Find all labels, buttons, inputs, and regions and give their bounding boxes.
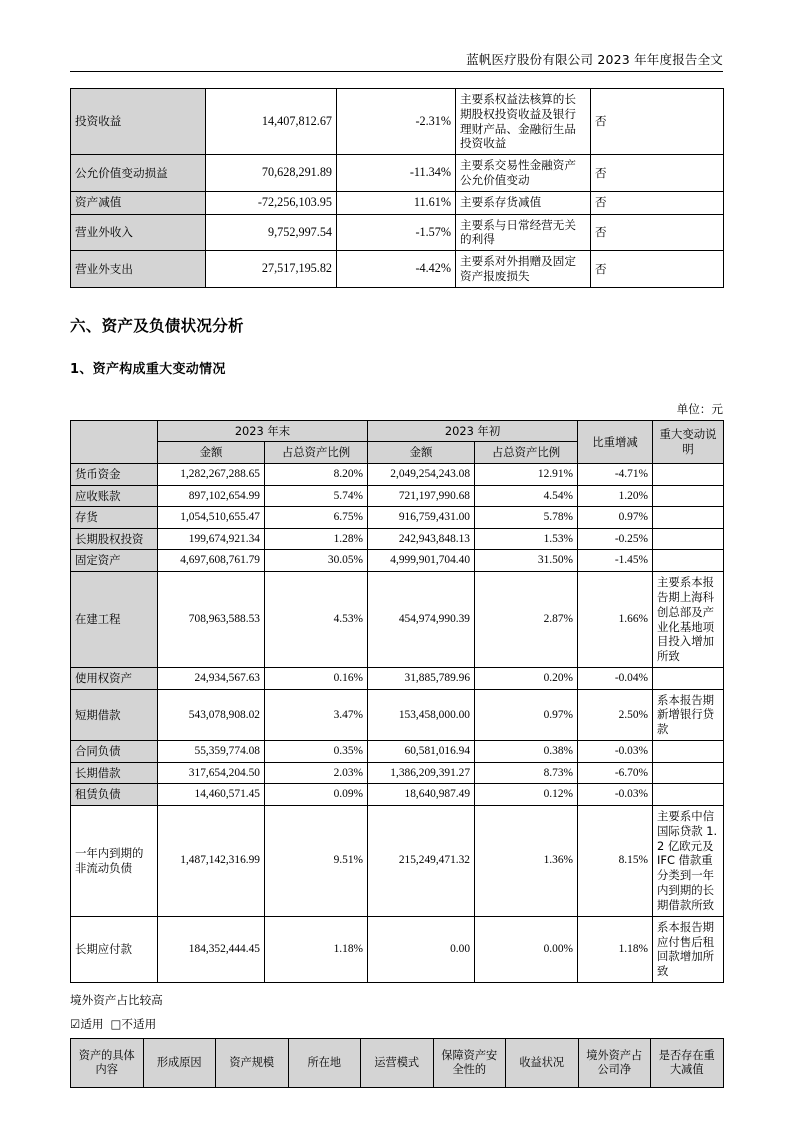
cell-ratio: -1.57% [337, 214, 456, 251]
cell-ratio: -2.31% [337, 89, 456, 155]
cell-amount: 27,517,195.82 [206, 251, 337, 288]
cell-end-amount: 708,963,588.53 [158, 572, 265, 668]
cell-change: -0.03% [578, 784, 653, 806]
cell-start-amount: 31,885,789.96 [368, 668, 475, 690]
cell-end-pct: 3.47% [265, 689, 368, 740]
cell-start-pct: 1.53% [475, 528, 578, 550]
cell-change: -0.25% [578, 528, 653, 550]
cell-start-pct: 1.36% [475, 805, 578, 916]
table-row [71, 464, 724, 486]
cell-end-amount: 24,934,567.63 [158, 668, 265, 690]
cell-ratio: -11.34% [337, 155, 456, 192]
cell-note [653, 741, 724, 763]
cell-start-pct: 0.38% [475, 741, 578, 763]
cell-note [653, 784, 724, 806]
cell-ratio: -4.42% [337, 251, 456, 288]
cell-end-pct: 0.09% [265, 784, 368, 806]
overseas-header-cell: 运营模式 [361, 1038, 434, 1087]
cell-item: 短期借款 [71, 689, 158, 740]
cell-item: 投资收益 [71, 89, 206, 155]
cell-note [653, 550, 724, 572]
cell-start-pct: 31.50% [475, 550, 578, 572]
asset-composition-table [70, 420, 724, 983]
overseas-header-cell: 资产的具体内容 [71, 1038, 144, 1087]
cell-item: 固定资产 [71, 550, 158, 572]
header-start-pct: 占总资产比例 [475, 442, 578, 464]
cell-start-amount: 2,049,254,243.08 [368, 464, 475, 486]
cell-item: 在建工程 [71, 572, 158, 668]
overseas-header-cell: 是否存在重大减值 [651, 1038, 724, 1087]
checkbox-applicable-checked-icon[interactable]: ☑ [70, 1016, 81, 1031]
cell-start-amount: 454,974,990.39 [368, 572, 475, 668]
cell-sustainable: 否 [591, 191, 724, 214]
cell-end-amount: 1,054,510,655.47 [158, 507, 265, 529]
table-row [71, 550, 724, 572]
cell-item: 长期借款 [71, 762, 158, 784]
cell-start-amount: 60,581,016.94 [368, 741, 475, 763]
overseas-assets-table [70, 1038, 724, 1088]
cell-note: 主要系中信国际贷款 1.2 亿欧元及 IFC 借款重分类到一年内到期的长期借款所致 [653, 805, 724, 916]
table-header-row [71, 1038, 724, 1087]
cell-note [653, 528, 724, 550]
cell-amount: 9,752,997.54 [206, 214, 337, 251]
cell-end-amount: 199,674,921.34 [158, 528, 265, 550]
cell-item: 公允价值变动损益 [71, 155, 206, 192]
cell-start-pct: 5.78% [475, 507, 578, 529]
not-applicable-label: 不适用 [121, 1016, 157, 1031]
table-row [71, 805, 724, 916]
table-row [71, 507, 724, 529]
cell-reason: 主要系对外捐赠及固定资产报废损失 [456, 251, 591, 288]
cell-item: 应收账款 [71, 485, 158, 507]
table-row [71, 572, 724, 668]
header-start-amount: 金额 [368, 442, 475, 464]
cell-end-pct: 6.75% [265, 507, 368, 529]
table-row [71, 916, 724, 982]
header-start-of-year: 2023 年初 [368, 420, 578, 442]
cell-end-pct: 5.74% [265, 485, 368, 507]
applicability-line [70, 1016, 723, 1032]
header-note: 重大变动说明 [653, 420, 724, 463]
cell-start-pct: 2.87% [475, 572, 578, 668]
cell-end-pct: 1.28% [265, 528, 368, 550]
overseas-header-cell: 所在地 [288, 1038, 361, 1087]
cell-start-pct: 0.12% [475, 784, 578, 806]
overseas-header-cell: 收益状况 [506, 1038, 579, 1087]
table-row [71, 784, 724, 806]
unit-label: 单位：元 [676, 401, 723, 416]
cell-ratio: 11.61% [337, 191, 456, 214]
table-row [71, 528, 724, 550]
cell-start-amount: 721,197,990.68 [368, 485, 475, 507]
cell-change: 1.66% [578, 572, 653, 668]
cell-change: -4.71% [578, 464, 653, 486]
cell-start-amount: 0.00 [368, 916, 475, 982]
overseas-header-cell: 形成原因 [143, 1038, 216, 1087]
cell-note [653, 485, 724, 507]
cell-end-amount: 14,460,571.45 [158, 784, 265, 806]
overseas-header-cell: 境外资产占公司净 [578, 1038, 651, 1087]
cell-end-pct: 2.03% [265, 762, 368, 784]
cell-item: 存货 [71, 507, 158, 529]
table-row [71, 251, 724, 288]
cell-start-amount: 18,640,987.49 [368, 784, 475, 806]
cell-end-amount: 184,352,444.45 [158, 916, 265, 982]
overseas-header-cell: 保障资产安全性的 [433, 1038, 506, 1087]
cell-start-pct: 0.00% [475, 916, 578, 982]
cell-item: 使用权资产 [71, 668, 158, 690]
cell-start-amount: 916,759,431.00 [368, 507, 475, 529]
cell-note: 主要系本报告期上海科创总部及产业化基地项目投入增加所致 [653, 572, 724, 668]
cell-start-pct: 12.91% [475, 464, 578, 486]
header-end-of-year: 2023 年末 [158, 420, 368, 442]
applicable-label: 适用 [80, 1016, 104, 1031]
cell-reason: 主要系交易性金融资产公允价值变动 [456, 155, 591, 192]
checkbox-not-applicable-icon[interactable]: □ [110, 1016, 122, 1031]
cell-end-amount: 1,487,142,316.99 [158, 805, 265, 916]
section-heading: 六、资产及负债状况分析 [70, 316, 244, 335]
cell-item: 资产减值 [71, 191, 206, 214]
cell-note [653, 762, 724, 784]
table-row [71, 155, 724, 192]
cell-sustainable: 否 [591, 251, 724, 288]
table-row [71, 762, 724, 784]
overseas-header-cell: 资产规模 [216, 1038, 289, 1087]
cell-end-amount: 4,697,608,761.79 [158, 550, 265, 572]
header-end-pct: 占总资产比例 [265, 442, 368, 464]
cell-start-amount: 242,943,848.13 [368, 528, 475, 550]
table-row [71, 214, 724, 251]
table-row [71, 668, 724, 690]
cell-amount: 70,628,291.89 [206, 155, 337, 192]
cell-end-pct: 0.16% [265, 668, 368, 690]
cell-item: 合同负债 [71, 741, 158, 763]
cell-note [653, 507, 724, 529]
cell-reason: 主要系权益法核算的长期股权投资收益及银行理财产品、金融衍生品投资收益 [456, 89, 591, 155]
cell-amount: -72,256,103.95 [206, 191, 337, 214]
cell-item: 长期股权投资 [71, 528, 158, 550]
cell-start-pct: 0.20% [475, 668, 578, 690]
subsection-heading: 1、资产构成重大变动情况 [70, 361, 226, 377]
cell-end-pct: 4.53% [265, 572, 368, 668]
header-end-amount: 金额 [158, 442, 265, 464]
cell-sustainable: 否 [591, 89, 724, 155]
cell-sustainable: 否 [591, 155, 724, 192]
cell-start-amount: 153,458,000.00 [368, 689, 475, 740]
nonrecurring-items-table [70, 88, 724, 288]
cell-note: 系本报告期新增银行贷款 [653, 689, 724, 740]
cell-reason: 主要系与日常经营无关的利得 [456, 214, 591, 251]
cell-start-amount: 215,249,471.32 [368, 805, 475, 916]
running-header: 蓝帆医疗股份有限公司 2023 年年度报告全文 [466, 52, 723, 67]
cell-item: 货币资金 [71, 464, 158, 486]
table-row [71, 485, 724, 507]
overseas-assets-note: 境外资产占比较高 [70, 992, 163, 1007]
cell-end-amount: 55,359,774.08 [158, 741, 265, 763]
cell-change: 1.20% [578, 485, 653, 507]
cell-item: 营业外支出 [71, 251, 206, 288]
cell-change: -6.70% [578, 762, 653, 784]
cell-start-amount: 4,999,901,704.40 [368, 550, 475, 572]
cell-start-pct: 0.97% [475, 689, 578, 740]
header-rule [70, 71, 723, 72]
cell-change: 1.18% [578, 916, 653, 982]
cell-end-amount: 1,282,267,288.65 [158, 464, 265, 486]
cell-end-pct: 30.05% [265, 550, 368, 572]
cell-start-pct: 4.54% [475, 485, 578, 507]
cell-item: 一年内到期的非流动负债 [71, 805, 158, 916]
cell-end-amount: 317,654,204.50 [158, 762, 265, 784]
cell-sustainable: 否 [591, 214, 724, 251]
cell-note: 系本报告期应付售后租回款增加所致 [653, 916, 724, 982]
cell-end-pct: 9.51% [265, 805, 368, 916]
cell-change: -0.04% [578, 668, 653, 690]
cell-end-amount: 543,078,908.02 [158, 689, 265, 740]
cell-change: -1.45% [578, 550, 653, 572]
cell-change: 2.50% [578, 689, 653, 740]
table-row [71, 689, 724, 740]
header-item-blank [71, 420, 158, 463]
cell-change: -0.03% [578, 741, 653, 763]
cell-end-pct: 1.18% [265, 916, 368, 982]
cell-note [653, 668, 724, 690]
cell-end-pct: 0.35% [265, 741, 368, 763]
table-row [71, 191, 724, 214]
cell-item: 长期应付款 [71, 916, 158, 982]
cell-end-pct: 8.20% [265, 464, 368, 486]
cell-item: 营业外收入 [71, 214, 206, 251]
cell-end-amount: 897,102,654.99 [158, 485, 265, 507]
cell-amount: 14,407,812.67 [206, 89, 337, 155]
header-change: 比重增减 [578, 420, 653, 463]
table-row [71, 741, 724, 763]
cell-reason: 主要系存货减值 [456, 191, 591, 214]
cell-note [653, 464, 724, 486]
table-row [71, 89, 724, 155]
cell-change: 0.97% [578, 507, 653, 529]
table-header-row-1 [71, 420, 724, 442]
cell-start-pct: 8.73% [475, 762, 578, 784]
cell-change: 8.15% [578, 805, 653, 916]
cell-item: 租赁负债 [71, 784, 158, 806]
cell-start-amount: 1,386,209,391.27 [368, 762, 475, 784]
